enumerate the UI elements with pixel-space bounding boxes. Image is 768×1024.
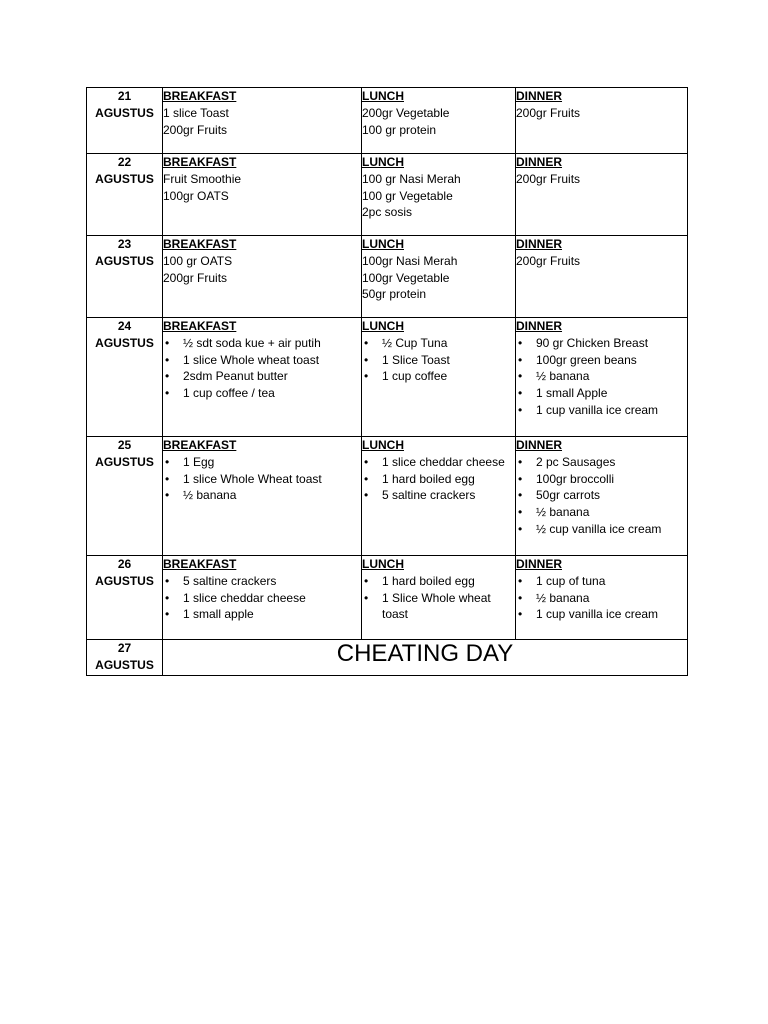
meal-item: • ½ banana (516, 590, 687, 607)
dinner-title: DINNER (516, 319, 563, 333)
breakfast-items (163, 573, 361, 623)
breakfast-items (163, 335, 361, 402)
meal-item: • ½ sdt soda kue + air putih (163, 335, 361, 352)
date-cell (87, 640, 163, 676)
cheating-day-label: CHEATING DAY (163, 640, 688, 676)
dinner-title: DINNER (516, 557, 563, 571)
date-month: AGUSTUS (95, 335, 154, 350)
meal-item: Fruit Smoothie (163, 171, 242, 186)
date-day: 25 (117, 438, 132, 452)
breakfast-items (163, 454, 361, 504)
lunch-title: LUNCH (362, 319, 404, 333)
lunch-items (362, 454, 515, 504)
meal-plan-body (87, 88, 688, 676)
breakfast-title: BREAKFAST (163, 89, 237, 103)
date-cell (87, 88, 163, 154)
dinner-items (516, 253, 687, 270)
meal-item: • 1 cup coffee (362, 368, 515, 385)
lunch-title: LUNCH (362, 237, 404, 251)
date-month: AGUSTUS (95, 454, 154, 469)
lunch-title: LUNCH (362, 89, 404, 103)
date-month: AGUSTUS (95, 253, 154, 268)
dinner-cell (516, 556, 688, 640)
meal-item: • 2sdm Peanut butter (163, 368, 361, 385)
date-day: 21 (117, 89, 132, 103)
date-day: 27 (117, 641, 132, 655)
breakfast-cell (163, 556, 362, 640)
dinner-cell (516, 88, 688, 154)
lunch-items (362, 573, 515, 623)
date-day: 24 (117, 319, 132, 333)
meal-item: • 1 cup of tuna (516, 573, 687, 590)
meal-item: • 90 gr Chicken Breast (516, 335, 687, 352)
meal-item: • 5 saltine crackers (362, 487, 515, 504)
meal-item: • ½ Cup Tuna (362, 335, 515, 352)
meal-item: 100 gr Vegetable (362, 188, 453, 203)
meal-row (87, 556, 688, 640)
dinner-title: DINNER (516, 155, 563, 169)
dinner-items (516, 105, 687, 122)
meal-item: 200gr Fruits (163, 270, 228, 285)
meal-item: 2pc sosis (362, 205, 413, 220)
meal-plan-table (86, 87, 688, 676)
dinner-cell (516, 318, 688, 437)
meal-item: • 1 cup vanilla ice cream (516, 606, 687, 623)
meal-item: • 1 hard boiled egg (362, 573, 515, 590)
date-cell (87, 318, 163, 437)
lunch-title: LUNCH (362, 557, 404, 571)
breakfast-title: BREAKFAST (163, 319, 237, 333)
breakfast-title: BREAKFAST (163, 237, 237, 251)
meal-item: • 1 slice cheddar cheese (163, 590, 361, 607)
date-month: AGUSTUS (95, 657, 154, 672)
meal-item: • 1 small apple (163, 606, 361, 623)
meal-row (87, 236, 688, 318)
meal-item: 200gr Fruits (516, 105, 581, 120)
meal-item: 200gr Fruits (163, 122, 228, 137)
lunch-items (362, 105, 515, 139)
meal-item: • 100gr green beans (516, 352, 687, 369)
lunch-cell (362, 88, 516, 154)
date-day: 23 (117, 237, 132, 251)
date-cell (87, 437, 163, 556)
breakfast-items (163, 105, 361, 139)
breakfast-title: BREAKFAST (163, 155, 237, 169)
meal-item: 100gr Vegetable (362, 270, 450, 285)
lunch-items (362, 253, 515, 303)
breakfast-items (163, 253, 361, 287)
meal-item: 200gr Vegetable (362, 105, 450, 120)
date-cell (87, 236, 163, 318)
breakfast-cell (163, 236, 362, 318)
date-month: AGUSTUS (95, 105, 154, 120)
date-day: 22 (117, 155, 132, 169)
meal-item: • 1 slice Whole wheat toast (163, 352, 361, 369)
meal-item: 100 gr OATS (163, 253, 233, 268)
meal-item: 100 gr protein (362, 122, 437, 137)
breakfast-cell (163, 88, 362, 154)
meal-item: 100gr Nasi Merah (362, 253, 458, 268)
lunch-title: LUNCH (362, 438, 404, 452)
lunch-cell (362, 154, 516, 236)
meal-item: • 100gr broccolli (516, 471, 687, 488)
meal-item: 1 slice Toast (163, 105, 229, 120)
meal-item: • 1 slice cheddar cheese (362, 454, 515, 471)
dinner-cell (516, 437, 688, 556)
meal-item: • 1 Egg (163, 454, 361, 471)
meal-item: • 1 cup coffee / tea (163, 385, 361, 402)
breakfast-items (163, 171, 361, 205)
date-month: AGUSTUS (95, 573, 154, 588)
meal-row (87, 154, 688, 236)
lunch-items (362, 335, 515, 385)
meal-item: 100 gr Nasi Merah (362, 171, 461, 186)
meal-item: • 50gr carrots (516, 487, 687, 504)
breakfast-cell (163, 437, 362, 556)
dinner-cell (516, 154, 688, 236)
dinner-items (516, 573, 687, 623)
meal-item: • 2 pc Sausages (516, 454, 687, 471)
lunch-cell (362, 556, 516, 640)
meal-item: • ½ banana (163, 487, 361, 504)
lunch-cell (362, 437, 516, 556)
meal-item: • 1 Slice Toast (362, 352, 515, 369)
breakfast-title: BREAKFAST (163, 557, 237, 571)
meal-item: • 1 cup vanilla ice cream (516, 402, 687, 419)
meal-row-cheating-day (87, 640, 688, 676)
breakfast-cell (163, 154, 362, 236)
breakfast-title: BREAKFAST (163, 438, 237, 452)
dinner-title: DINNER (516, 237, 563, 251)
meal-item: • ½ banana (516, 504, 687, 521)
dinner-items (516, 171, 687, 188)
meal-item: • 1 Slice Whole wheat toast (362, 590, 515, 624)
date-month: AGUSTUS (95, 171, 154, 186)
lunch-cell (362, 236, 516, 318)
meal-item: • ½ cup vanilla ice cream (516, 521, 687, 538)
date-cell (87, 556, 163, 640)
date-cell (87, 154, 163, 236)
meal-item: • 1 small Apple (516, 385, 687, 402)
lunch-title: LUNCH (362, 155, 404, 169)
meal-item: 50gr protein (362, 287, 427, 302)
lunch-items (362, 171, 515, 221)
dinner-title: DINNER (516, 438, 563, 452)
meal-item: • 5 saltine crackers (163, 573, 361, 590)
lunch-cell (362, 318, 516, 437)
meal-item: 200gr Fruits (516, 171, 581, 186)
meal-item: • 1 slice Whole Wheat toast (163, 471, 361, 488)
dinner-items (516, 335, 687, 419)
meal-item: • 1 hard boiled egg (362, 471, 515, 488)
meal-row (87, 318, 688, 437)
meal-item: 200gr Fruits (516, 253, 581, 268)
meal-row (87, 437, 688, 556)
breakfast-cell (163, 318, 362, 437)
dinner-title: DINNER (516, 89, 563, 103)
dinner-cell (516, 236, 688, 318)
meal-item: • ½ banana (516, 368, 687, 385)
meal-row (87, 88, 688, 154)
dinner-items (516, 454, 687, 538)
meal-item: 100gr OATS (163, 188, 229, 203)
date-day: 26 (117, 557, 132, 571)
